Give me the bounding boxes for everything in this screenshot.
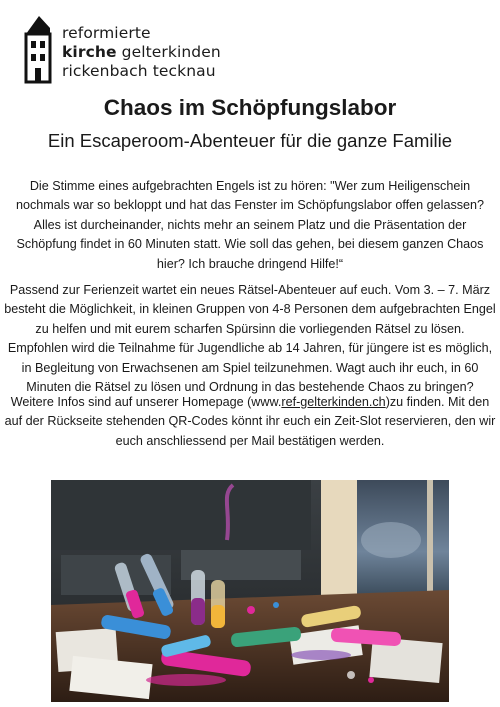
- church-tower-icon: [22, 14, 56, 84]
- homepage-link[interactable]: ref-gelterkinden.ch: [281, 395, 386, 409]
- logo-line-2: [62, 43, 221, 62]
- logo-line-2-rest: gelterkinden: [116, 43, 221, 61]
- logo-text: [62, 24, 221, 81]
- lab-illustration: [51, 480, 449, 702]
- page-title: Chaos im Schöpfungslabor: [103, 95, 397, 120]
- lab-chaos-photo: [51, 480, 449, 702]
- logo-line-2-bold: kirche: [62, 43, 117, 61]
- logo-line-3: rickenbach tecknau: [62, 62, 216, 80]
- info-paragraph: [4, 393, 496, 451]
- logo-line-1: reformierte: [62, 24, 151, 42]
- intro-paragraph: Die Stimme eines aufgebrachten Engels ist zu hören: "Wer zum Heiligenschein nochmals war so bekloppt und hat das Fenster im Schöpfungslabor offen gelassen? Alles ist durcheinander, nichts mehr an seinem Platz und die Präsentation der Schöpfung findet in 60 Minuten statt. Wie soll das gehen, bei diesem ganzen Chaos hier? Ich brauche dringend Hilfe!“: [15, 179, 485, 271]
- details-paragraph: Passend zur Ferienzeit wartet ein neues Rätsel-Abenteuer auf euch. Vom 3. – 7. März besteht die Möglichkeit, in kleinen Gruppen von 4-8 Personen dem aufgebrachten Engel zu helfen und mit eurem scharfen Spürsinn die vorliegenden Rätsel zu lösen. Empfohlen wird die Teilnahme für Jugendliche ab 14 Jahren, für jüngere ist es möglich, in Begleitung von Erwachsenen am Spiel teilzunehmen. Wagt auch ihr euch, in 60 Minuten die Rätsel zu lösen und Ordnung in das bestehende Chaos zu bringen?: [4, 283, 496, 395]
- info-text-before: Weitere Infos sind auf unserer Homepage (www.: [10, 395, 282, 409]
- page-subtitle: Ein Escaperoom-Abenteuer für die ganze Familie: [47, 130, 453, 151]
- info-text-after: )zu finden. Mit den auf der Rückseite stehenden QR-Codes könnt ihr euch ein Zeit-Slot reservieren, den wir euch anschliessend per Mail bestätigen werden.: [4, 395, 496, 448]
- church-logo: [22, 14, 282, 84]
